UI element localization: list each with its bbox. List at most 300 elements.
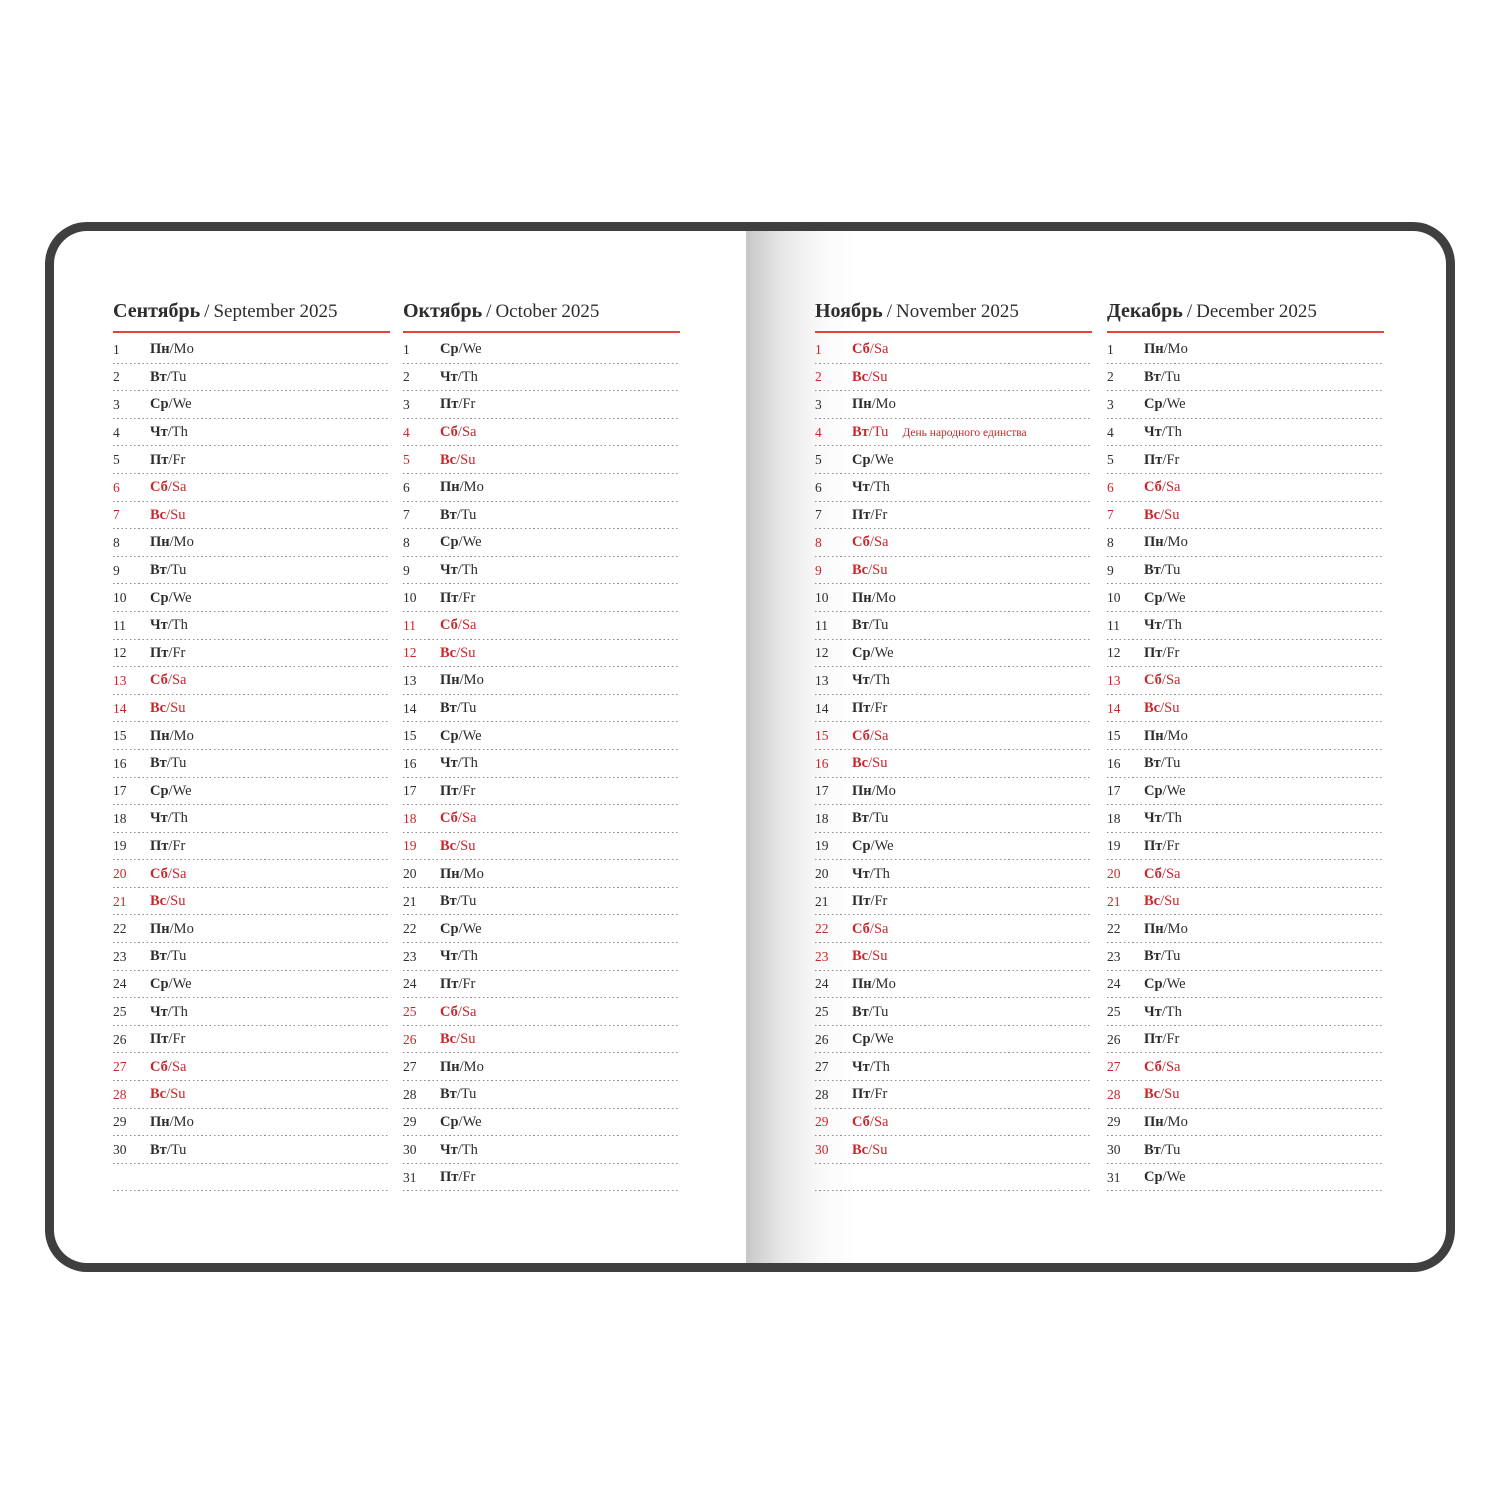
day-name-ru: Сб bbox=[440, 810, 458, 827]
day-name bbox=[150, 728, 194, 745]
day-number: 28 bbox=[1107, 1086, 1121, 1102]
day-row bbox=[113, 1081, 390, 1109]
day-row bbox=[1107, 640, 1384, 668]
day-name-en: Fr bbox=[462, 589, 476, 606]
day-name-separator: / bbox=[458, 1113, 463, 1130]
day-name-ru: Пт bbox=[150, 451, 169, 468]
day-name-separator: / bbox=[169, 534, 174, 551]
month-name-en: October 2025 bbox=[495, 301, 600, 322]
day-name-separator: / bbox=[456, 700, 461, 717]
day-name-en: Su bbox=[1164, 700, 1180, 717]
day-number: 2 bbox=[113, 369, 120, 385]
day-name bbox=[1144, 396, 1186, 413]
day-row bbox=[815, 722, 1092, 750]
day-number: 8 bbox=[113, 534, 120, 550]
day-name-en: Fr bbox=[1166, 837, 1180, 854]
day-name-ru: Ср bbox=[852, 451, 871, 468]
day-name bbox=[150, 700, 185, 717]
day-name-separator: / bbox=[459, 672, 464, 689]
day-number: 25 bbox=[113, 1004, 127, 1020]
day-row bbox=[1107, 805, 1384, 833]
day-name bbox=[440, 424, 476, 441]
day-number: 6 bbox=[1107, 479, 1114, 495]
day-name-en: Th bbox=[873, 1058, 890, 1075]
day-number: 20 bbox=[403, 866, 417, 882]
day-number: 7 bbox=[815, 507, 822, 523]
day-name-en: Sa bbox=[873, 534, 889, 551]
day-number: 3 bbox=[403, 396, 410, 412]
day-row bbox=[815, 833, 1092, 861]
day-name bbox=[440, 1031, 475, 1048]
day-name-ru: Ср bbox=[1144, 782, 1163, 799]
day-number: 18 bbox=[403, 810, 417, 826]
day-row bbox=[1107, 1026, 1384, 1054]
day-name bbox=[440, 617, 476, 634]
day-name-en: We bbox=[462, 341, 482, 358]
day-name-ru: Вс bbox=[1144, 893, 1161, 910]
day-name bbox=[440, 728, 482, 745]
day-name-en: Sa bbox=[873, 920, 889, 937]
day-name bbox=[440, 1086, 476, 1103]
day-name bbox=[440, 369, 478, 386]
day-name-ru: Вс bbox=[1144, 506, 1161, 523]
day-name bbox=[1144, 672, 1180, 689]
day-name bbox=[440, 810, 476, 827]
day-number: 17 bbox=[403, 783, 417, 799]
day-name-separator: / bbox=[458, 727, 463, 744]
day-name-ru: Вс bbox=[852, 562, 869, 579]
day-number: 5 bbox=[403, 452, 410, 468]
day-number: 13 bbox=[815, 672, 829, 688]
day-name-en: Su bbox=[170, 506, 186, 523]
day-name bbox=[852, 838, 894, 855]
day-row bbox=[403, 1026, 680, 1054]
day-name bbox=[150, 948, 186, 965]
day-name bbox=[852, 479, 890, 496]
day-name-ru: Вс bbox=[440, 451, 457, 468]
day-number: 20 bbox=[113, 866, 127, 882]
day-name-separator: / bbox=[869, 727, 874, 744]
day-name-ru: Вс bbox=[150, 506, 167, 523]
day-row bbox=[1107, 502, 1384, 530]
day-name bbox=[1144, 617, 1182, 634]
day-name bbox=[1144, 369, 1180, 386]
day-name-ru: Пт bbox=[440, 975, 459, 992]
day-number: 17 bbox=[1107, 783, 1121, 799]
day-row bbox=[1107, 336, 1384, 364]
day-row bbox=[403, 998, 680, 1026]
day-number: 30 bbox=[403, 1142, 417, 1158]
day-number: 14 bbox=[113, 700, 127, 716]
day-name-separator: / bbox=[868, 755, 873, 772]
day-row bbox=[1107, 1164, 1384, 1192]
day-number: 15 bbox=[113, 728, 127, 744]
day-number: 25 bbox=[815, 1004, 829, 1020]
day-number: 12 bbox=[1107, 645, 1121, 661]
day-name-ru: Чт bbox=[440, 948, 458, 965]
day-row bbox=[1107, 612, 1384, 640]
day-name-ru: Вт bbox=[150, 1141, 167, 1158]
day-name-separator: / bbox=[166, 948, 171, 965]
day-row bbox=[815, 750, 1092, 778]
day-row bbox=[403, 915, 680, 943]
day-name-ru: Вс bbox=[1144, 1086, 1161, 1103]
day-row bbox=[113, 1109, 390, 1137]
day-row bbox=[113, 557, 390, 585]
day-row bbox=[1107, 474, 1384, 502]
day-row bbox=[113, 998, 390, 1026]
day-row bbox=[1107, 529, 1384, 557]
day-name bbox=[852, 783, 896, 800]
day-number: 1 bbox=[815, 341, 822, 357]
day-name-separator: / bbox=[868, 810, 873, 827]
day-name-ru: Сб bbox=[150, 672, 168, 689]
day-name-en: We bbox=[172, 782, 192, 799]
day-number: 21 bbox=[815, 893, 829, 909]
day-number: 18 bbox=[1107, 810, 1121, 826]
day-row bbox=[815, 557, 1092, 585]
day-name-en: Mo bbox=[875, 396, 896, 413]
day-name-ru: Вт bbox=[1144, 948, 1161, 965]
day-number: 30 bbox=[1107, 1142, 1121, 1158]
day-number: 3 bbox=[113, 396, 120, 412]
day-number: 22 bbox=[403, 921, 417, 937]
day-name bbox=[852, 1031, 894, 1048]
day-name-ru: Сб bbox=[440, 617, 458, 634]
day-name-en: Mo bbox=[1167, 1113, 1188, 1130]
day-name bbox=[150, 1004, 188, 1021]
day-name-separator: / bbox=[871, 975, 876, 992]
day-number: 18 bbox=[815, 810, 829, 826]
day-number: 16 bbox=[815, 755, 829, 771]
day-name-en: Fr bbox=[172, 837, 186, 854]
day-name bbox=[1144, 424, 1182, 441]
day-name-separator: / bbox=[169, 1113, 174, 1130]
day-name-ru: Ср bbox=[1144, 589, 1163, 606]
day-row bbox=[815, 1109, 1092, 1137]
day-name-ru: Сб bbox=[1144, 1058, 1162, 1075]
day-name-ru: Вт bbox=[1144, 755, 1161, 772]
day-number: 23 bbox=[1107, 948, 1121, 964]
day-number: 26 bbox=[1107, 1031, 1121, 1047]
day-name bbox=[150, 921, 194, 938]
day-name-ru: Пн bbox=[440, 865, 460, 882]
day-name-separator: / bbox=[169, 341, 174, 358]
day-number: 26 bbox=[113, 1031, 127, 1047]
day-name-en: Th bbox=[171, 617, 188, 634]
day-name-ru: Вт bbox=[440, 506, 457, 523]
day-row bbox=[113, 915, 390, 943]
day-name-ru: Пт bbox=[852, 700, 871, 717]
day-row bbox=[815, 860, 1092, 888]
day-name-ru: Пт bbox=[1144, 451, 1163, 468]
day-name-separator: / bbox=[1160, 368, 1165, 385]
day-name-ru: Сб bbox=[852, 920, 870, 937]
month-name-ru: Октябрь bbox=[403, 300, 483, 322]
day-row bbox=[113, 336, 390, 364]
day-name bbox=[852, 645, 894, 662]
day-name-separator: / bbox=[458, 534, 463, 551]
day-name-ru: Чт bbox=[150, 424, 168, 441]
day-name-en: Su bbox=[170, 893, 186, 910]
day-name-ru: Вт bbox=[440, 1086, 457, 1103]
day-number: 29 bbox=[815, 1114, 829, 1130]
day-name-ru: Пн bbox=[150, 727, 170, 744]
month-header bbox=[1107, 300, 1384, 333]
day-name-ru: Сб bbox=[440, 1003, 458, 1020]
day-row bbox=[1107, 391, 1384, 419]
day-name-ru: Пн bbox=[150, 341, 170, 358]
day-name-en: Th bbox=[461, 562, 478, 579]
day-number: 17 bbox=[113, 783, 127, 799]
day-row bbox=[1107, 446, 1384, 474]
month-column-september bbox=[113, 300, 390, 1191]
day-name bbox=[440, 1004, 476, 1021]
day-name-separator: / bbox=[870, 893, 875, 910]
day-name-en: We bbox=[874, 644, 894, 661]
day-name bbox=[1144, 1114, 1188, 1131]
day-name-en: We bbox=[462, 1113, 482, 1130]
day-name bbox=[1144, 1004, 1182, 1021]
day-name-ru: Чт bbox=[150, 1003, 168, 1020]
day-name-ru: Пн bbox=[150, 534, 170, 551]
day-number: 25 bbox=[1107, 1004, 1121, 1020]
day-name-ru: Пт bbox=[852, 893, 871, 910]
day-name-ru: Ср bbox=[150, 396, 169, 413]
day-row bbox=[113, 805, 390, 833]
day-name-separator: / bbox=[869, 1058, 874, 1075]
day-name-ru: Вс bbox=[150, 700, 167, 717]
day-name-separator: / bbox=[456, 1031, 461, 1048]
day-number: 25 bbox=[403, 1004, 417, 1020]
day-number: 13 bbox=[1107, 672, 1121, 688]
day-name-en: We bbox=[172, 975, 192, 992]
day-number: 7 bbox=[1107, 507, 1114, 523]
day-name-separator: / bbox=[456, 506, 461, 523]
day-name-en: Sa bbox=[873, 341, 889, 358]
day-number: 7 bbox=[403, 507, 410, 523]
day-name-separator: / bbox=[869, 479, 874, 496]
day-number: 29 bbox=[1107, 1114, 1121, 1130]
day-row bbox=[403, 640, 680, 668]
day-number: 16 bbox=[403, 755, 417, 771]
day-name-separator: / bbox=[1162, 451, 1167, 468]
day-name-separator: / bbox=[459, 865, 464, 882]
day-number: 3 bbox=[1107, 396, 1114, 412]
day-name-ru: Чт bbox=[852, 479, 870, 496]
day-name bbox=[1144, 645, 1179, 662]
day-name bbox=[852, 755, 887, 772]
day-row bbox=[403, 805, 680, 833]
day-row bbox=[815, 364, 1092, 392]
day-name-separator: / bbox=[1160, 948, 1165, 965]
day-name-ru: Ср bbox=[440, 920, 459, 937]
day-name-separator: / bbox=[868, 1003, 873, 1020]
day-name-separator: / bbox=[459, 479, 464, 496]
day-name-separator: / bbox=[167, 672, 172, 689]
day-name bbox=[150, 534, 194, 551]
day-name-en: Fr bbox=[1166, 644, 1180, 661]
day-number: 10 bbox=[113, 590, 127, 606]
day-name-en: We bbox=[462, 727, 482, 744]
day-row bbox=[1107, 722, 1384, 750]
day-name-separator: / bbox=[167, 424, 172, 441]
day-row bbox=[403, 971, 680, 999]
day-name-separator: / bbox=[166, 562, 171, 579]
day-name-en: We bbox=[1166, 396, 1186, 413]
day-name-separator: / bbox=[456, 1086, 461, 1103]
day-row bbox=[403, 584, 680, 612]
day-name bbox=[150, 617, 188, 634]
day-name-separator: / bbox=[1160, 506, 1165, 523]
day-name-en: Th bbox=[873, 672, 890, 689]
day-name-en: Su bbox=[460, 644, 476, 661]
month-rows bbox=[815, 336, 1092, 1191]
day-name-separator: / bbox=[1162, 975, 1167, 992]
day-name bbox=[440, 562, 478, 579]
day-name bbox=[1144, 838, 1179, 855]
day-name-separator: / bbox=[166, 755, 171, 772]
day-name-en: Th bbox=[1165, 810, 1182, 827]
day-name-ru: Сб bbox=[150, 479, 168, 496]
month-header bbox=[815, 300, 1092, 333]
day-row bbox=[113, 474, 390, 502]
day-row bbox=[1107, 833, 1384, 861]
day-name-separator: / bbox=[1160, 700, 1165, 717]
day-row bbox=[403, 1053, 680, 1081]
day-number: 23 bbox=[815, 948, 829, 964]
day-name-en: Mo bbox=[1167, 341, 1188, 358]
day-name-ru: Ср bbox=[150, 589, 169, 606]
day-number: 5 bbox=[815, 452, 822, 468]
day-name bbox=[1144, 1086, 1179, 1103]
day-row bbox=[815, 667, 1092, 695]
day-number: 1 bbox=[403, 341, 410, 357]
day-name-en: Sa bbox=[461, 617, 477, 634]
day-row bbox=[403, 336, 680, 364]
day-number: 20 bbox=[815, 866, 829, 882]
day-row bbox=[815, 805, 1092, 833]
day-name-en: Th bbox=[171, 810, 188, 827]
day-row bbox=[403, 446, 680, 474]
month-rows bbox=[113, 336, 390, 1191]
day-name-ru: Ср bbox=[852, 837, 871, 854]
day-name bbox=[440, 479, 484, 496]
day-name-ru: Пн bbox=[440, 672, 460, 689]
day-name-ru: Чт bbox=[440, 1141, 458, 1158]
day-name bbox=[1144, 1142, 1180, 1159]
day-name-separator: / bbox=[168, 451, 173, 468]
day-name-ru: Ср bbox=[150, 782, 169, 799]
day-name-ru: Пн bbox=[1144, 1113, 1164, 1130]
day-row bbox=[1107, 750, 1384, 778]
day-name bbox=[440, 1114, 482, 1131]
day-name-en: Su bbox=[1164, 1086, 1180, 1103]
day-row bbox=[403, 391, 680, 419]
month-column-november bbox=[815, 300, 1092, 1191]
day-name-separator: / bbox=[169, 920, 174, 937]
day-row bbox=[403, 695, 680, 723]
day-name-en: Mo bbox=[875, 589, 896, 606]
day-name bbox=[150, 645, 185, 662]
day-number: 4 bbox=[403, 424, 410, 440]
day-name-en: Mo bbox=[1167, 727, 1188, 744]
day-name-separator: / bbox=[457, 1141, 462, 1158]
day-name-ru: Чт bbox=[1144, 1003, 1162, 1020]
day-name-separator: / bbox=[458, 396, 463, 413]
day-number: 4 bbox=[815, 424, 822, 440]
day-name-ru: Пт bbox=[440, 396, 459, 413]
day-name-separator: / bbox=[1162, 782, 1167, 799]
day-name-ru: Пт bbox=[1144, 837, 1163, 854]
day-row bbox=[403, 860, 680, 888]
day-name-ru: Вт bbox=[852, 1003, 869, 1020]
month-name-ru: Ноябрь bbox=[815, 300, 883, 322]
day-name-separator: / bbox=[869, 534, 874, 551]
day-name-en: Th bbox=[1165, 424, 1182, 441]
day-row bbox=[113, 778, 390, 806]
day-name-separator: / bbox=[870, 837, 875, 854]
day-name-ru: Сб bbox=[852, 727, 870, 744]
day-name-ru: Ср bbox=[1144, 396, 1163, 413]
day-name-en: Sa bbox=[873, 727, 889, 744]
day-name-separator: / bbox=[458, 589, 463, 606]
day-name bbox=[852, 590, 896, 607]
day-name bbox=[150, 810, 188, 827]
day-name bbox=[852, 728, 888, 745]
day-name-separator: / bbox=[457, 810, 462, 827]
day-name-separator: / bbox=[167, 1003, 172, 1020]
day-name-separator: / bbox=[168, 975, 173, 992]
day-number: 6 bbox=[403, 479, 410, 495]
day-row bbox=[403, 667, 680, 695]
day-name bbox=[440, 590, 475, 607]
day-name-separator: / bbox=[457, 948, 462, 965]
day-name bbox=[1144, 700, 1179, 717]
day-number: 16 bbox=[1107, 755, 1121, 771]
day-number: 22 bbox=[113, 921, 127, 937]
day-row bbox=[1107, 888, 1384, 916]
day-number: 2 bbox=[403, 369, 410, 385]
day-name bbox=[1144, 728, 1188, 745]
day-name-ru: Пн bbox=[150, 920, 170, 937]
day-name bbox=[150, 672, 186, 689]
day-name-ru: Пн bbox=[852, 589, 872, 606]
day-name-separator: / bbox=[168, 589, 173, 606]
day-name-separator: / bbox=[868, 368, 873, 385]
day-name-en: Su bbox=[872, 755, 888, 772]
day-name bbox=[150, 479, 186, 496]
day-name-separator: / bbox=[1162, 837, 1167, 854]
day-name bbox=[150, 507, 185, 524]
day-name-ru: Пт bbox=[150, 644, 169, 661]
day-name bbox=[852, 1142, 887, 1159]
day-row bbox=[815, 612, 1092, 640]
day-name-ru: Чт bbox=[440, 755, 458, 772]
day-name-ru: Пт bbox=[852, 1086, 871, 1103]
day-name bbox=[852, 617, 888, 634]
day-number: 2 bbox=[1107, 369, 1114, 385]
month-name-ru: Декабрь bbox=[1107, 300, 1183, 322]
day-row bbox=[113, 971, 390, 999]
day-name-en: Sa bbox=[171, 1058, 187, 1075]
day-name-en: Fr bbox=[874, 506, 888, 523]
day-name-separator: / bbox=[1160, 755, 1165, 772]
day-name-ru: Пт bbox=[1144, 1031, 1163, 1048]
day-number: 29 bbox=[113, 1114, 127, 1130]
day-name-separator: / bbox=[457, 755, 462, 772]
day-name-ru: Чт bbox=[1144, 424, 1162, 441]
